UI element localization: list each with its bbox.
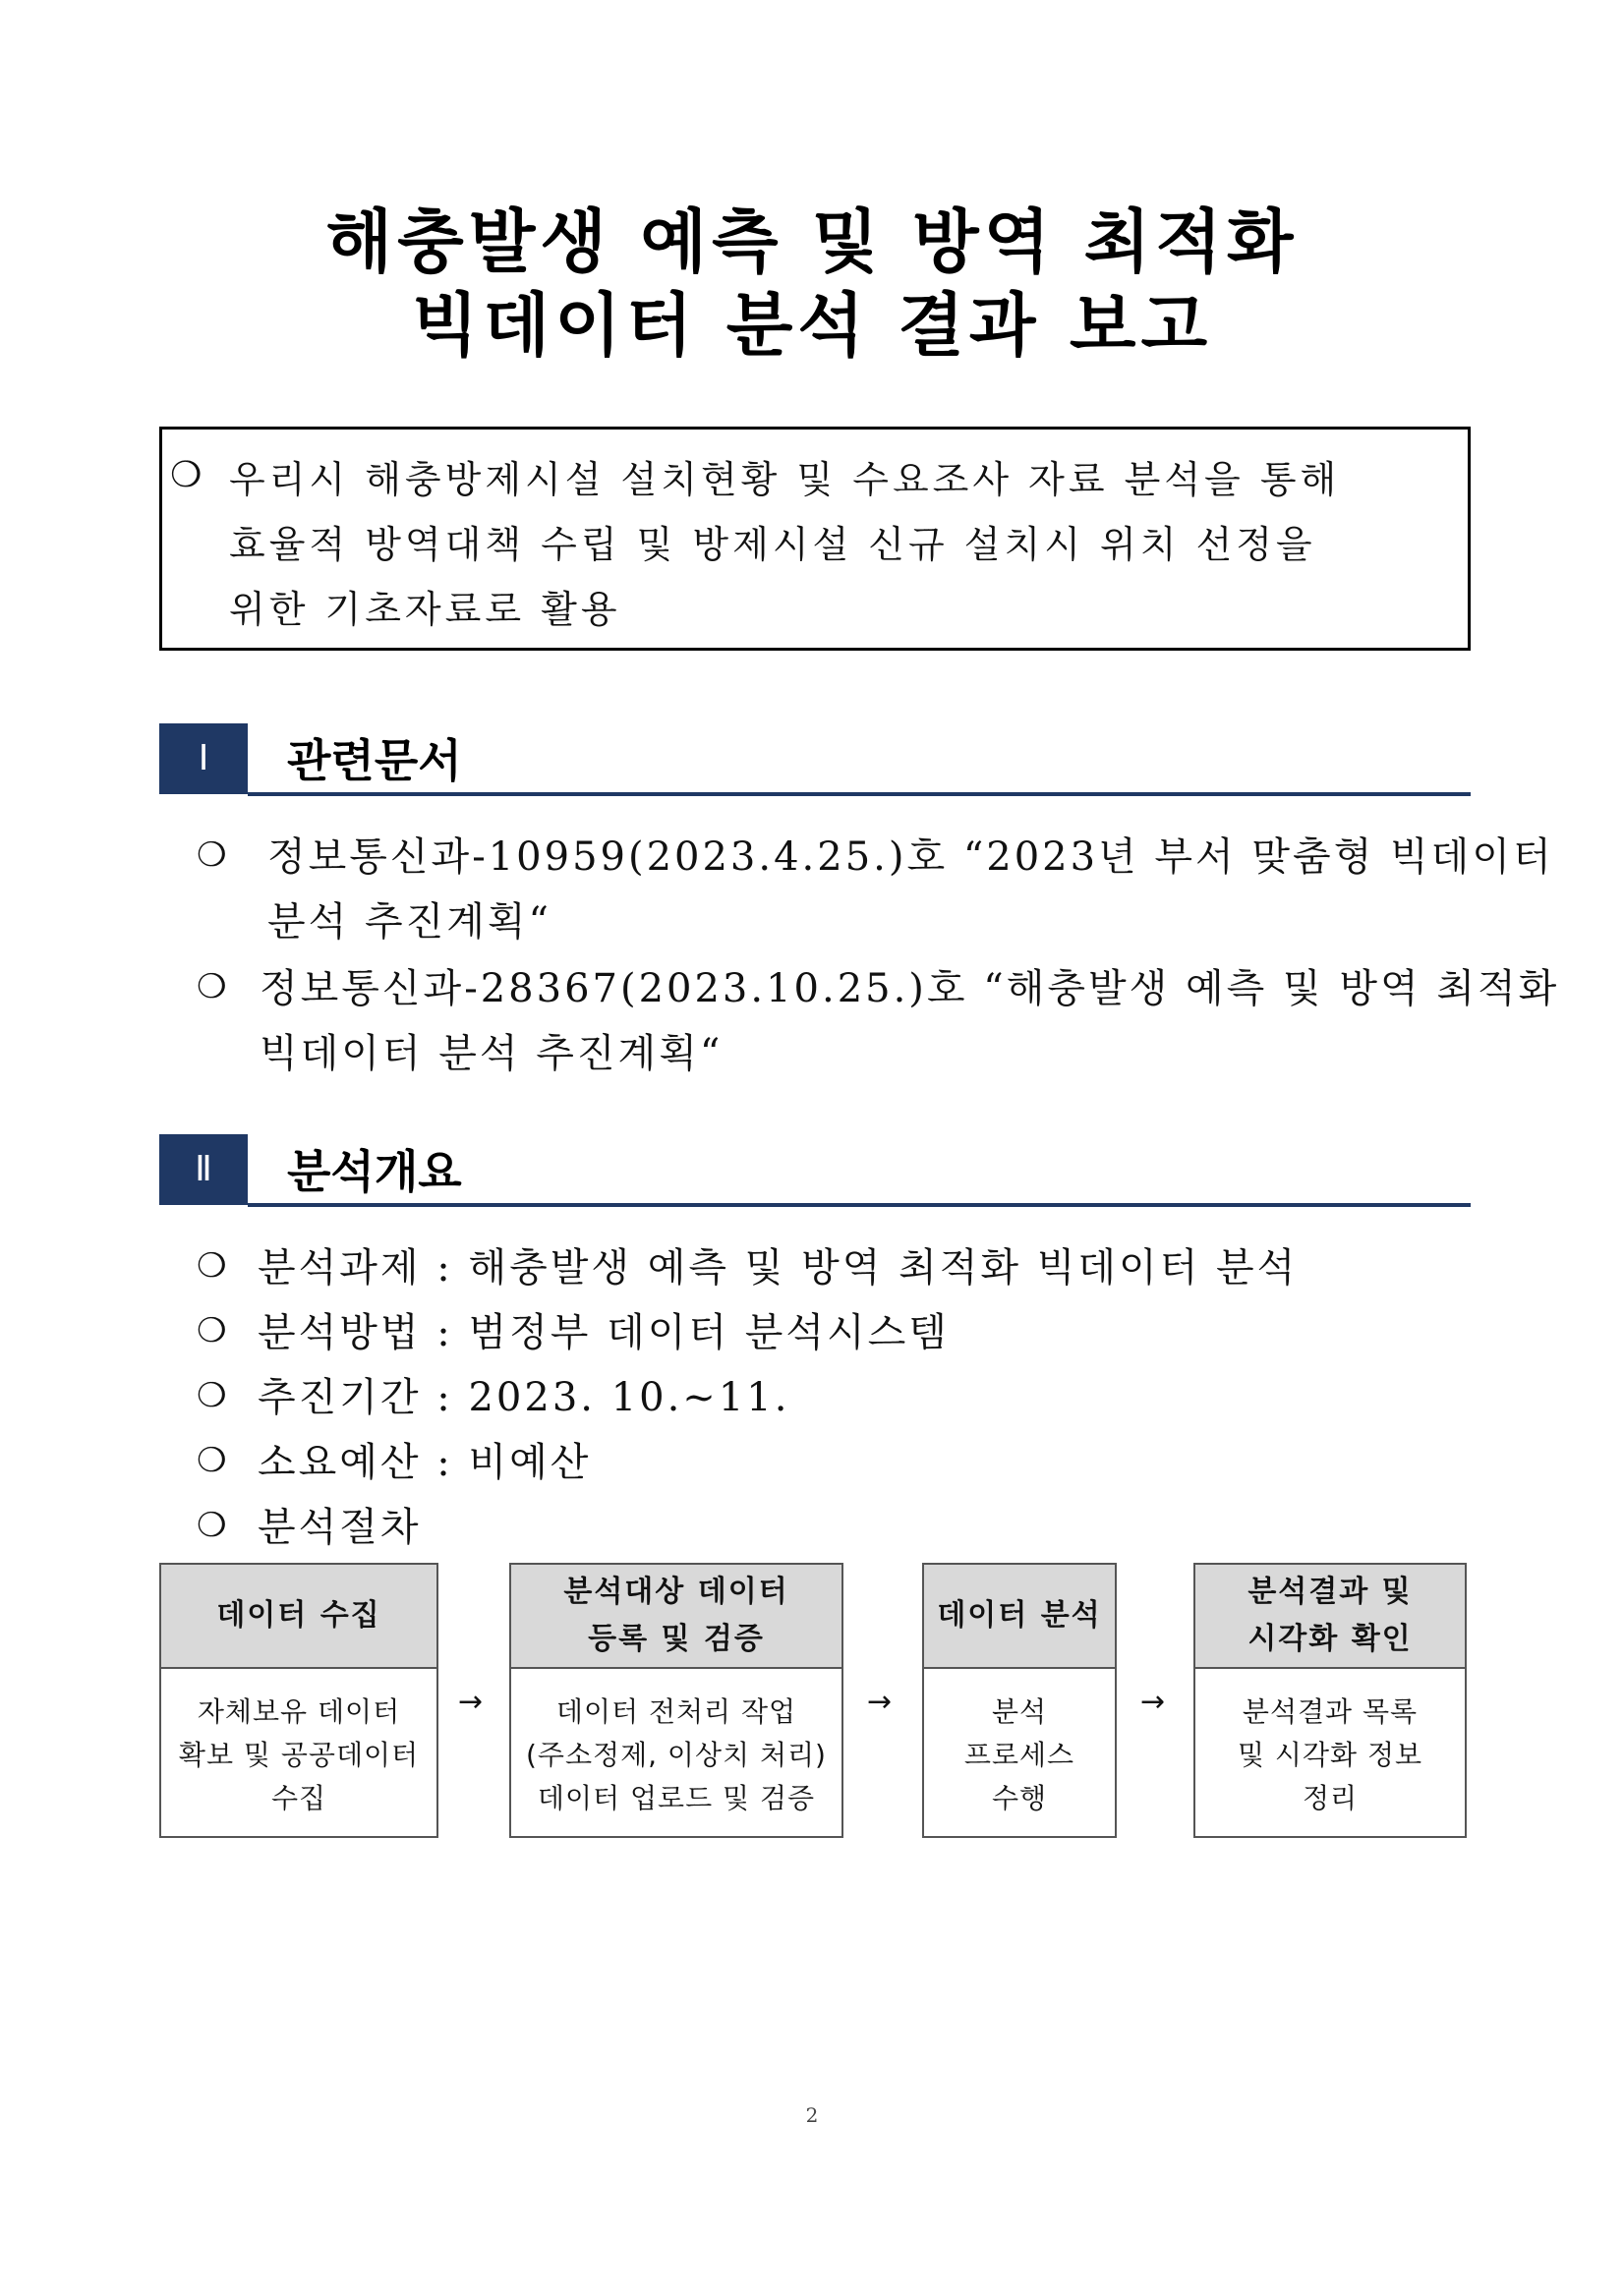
overview-method: 분석방법 : 범정부 데이터 분석시스템 — [258, 1310, 950, 1355]
procedure-step-4 — [1193, 1563, 1467, 1838]
section-2-title: 분석개요 — [287, 1145, 462, 1198]
section-1-number: Ⅰ — [159, 723, 248, 794]
bullet-icon: ❍ — [197, 1246, 227, 1286]
step-body-line: 데이터 전처리 작업 — [555, 1695, 797, 1728]
section-1-rule — [248, 792, 1471, 796]
step-body-line: 데이터 업로드 및 검증 — [537, 1782, 816, 1814]
step-body-line: 및 시각화 정보 — [1237, 1739, 1423, 1771]
step-header — [161, 1565, 436, 1669]
related-doc-1-line1: 정보통신과-10959(2023.4.25.)호 “2023년 부서 맞춤형 빅데이터 — [267, 834, 1554, 880]
step-body — [924, 1669, 1115, 1836]
bullet-icon: ❍ — [197, 1376, 227, 1415]
related-doc-1-line2: 분석 추진계획“ — [267, 899, 552, 945]
step-body-line: 확보 및 공공데이터 — [178, 1739, 420, 1771]
step-body-line: (주소정제, 이상치 처리) — [526, 1739, 827, 1771]
step-header — [1195, 1565, 1465, 1669]
related-doc-2-line2: 빅데이터 분석 추진계획“ — [260, 1031, 724, 1076]
step-body-line: 수집 — [270, 1782, 327, 1814]
step-header-line: 데이터 분석 — [937, 1598, 1102, 1633]
procedure-step-2 — [509, 1563, 843, 1838]
step-body — [161, 1669, 436, 1836]
overview-period: 추진기간 : 2023. 10.~11. — [258, 1375, 790, 1420]
bullet-icon: ❍ — [197, 1311, 227, 1350]
step-body-line: 수행 — [991, 1782, 1048, 1814]
summary-line-3: 위한 기초자료로 활용 — [229, 588, 621, 631]
step-body-line: 분석결과 목록 — [1242, 1695, 1419, 1728]
procedure-step-3 — [922, 1563, 1117, 1838]
step-header-line: 등록 및 검증 — [588, 1622, 765, 1656]
related-doc-2-line1: 정보통신과-28367(2023.10.25.)호 “해충발생 예측 및 방역 최적화 — [260, 966, 1560, 1011]
section-2-rule — [248, 1203, 1471, 1207]
summary-line-2: 효율적 방역대책 수립 및 방제시설 신규 설치시 위치 선정을 — [229, 523, 1316, 566]
arrow-right-icon: → — [1140, 1685, 1166, 1719]
step-header-line: 데이터 수집 — [216, 1598, 381, 1633]
step-body-line: 정리 — [1302, 1782, 1359, 1814]
bullet-icon: ❍ — [197, 967, 227, 1006]
summary-line-1: 우리시 해충방제시설 설치현황 및 수요조사 자료 분석을 통해 — [229, 458, 1341, 501]
step-body — [1195, 1669, 1465, 1836]
page-number: 2 — [805, 2103, 819, 2127]
step-body-line: 분석 — [991, 1695, 1048, 1728]
bullet-icon: ❍ — [197, 1506, 227, 1545]
bullet-icon: ❍ — [197, 835, 227, 875]
step-body-line: 자체보유 데이터 — [197, 1695, 401, 1728]
step-header-line: 분석대상 데이터 — [563, 1575, 789, 1609]
bullet-icon: ❍ — [197, 1441, 227, 1480]
arrow-right-icon: → — [867, 1685, 893, 1719]
document-title-line1: 해충발생 예측 및 방역 최적화 — [325, 201, 1299, 282]
summary-box — [159, 427, 1471, 651]
step-body — [511, 1669, 841, 1836]
overview-budget: 소요예산 : 비예산 — [258, 1440, 592, 1485]
overview-task: 분석과제 : 해충발생 예측 및 방역 최적화 빅데이터 분석 — [258, 1245, 1299, 1291]
overview-procedure: 분석절차 — [258, 1505, 422, 1550]
document-title-line2: 빅데이터 분석 결과 보고 — [411, 285, 1213, 366]
arrow-right-icon: → — [458, 1685, 484, 1719]
step-header-line: 분석결과 및 — [1247, 1575, 1413, 1609]
step-body-line: 프로세스 — [963, 1739, 1075, 1771]
bullet-icon: ❍ — [170, 455, 203, 495]
step-header-line: 시각화 확인 — [1247, 1622, 1413, 1656]
step-header — [511, 1565, 841, 1669]
section-1-title: 관련문서 — [287, 734, 462, 787]
section-2-number: Ⅱ — [159, 1134, 248, 1205]
step-header — [924, 1565, 1115, 1669]
procedure-step-1 — [159, 1563, 438, 1838]
